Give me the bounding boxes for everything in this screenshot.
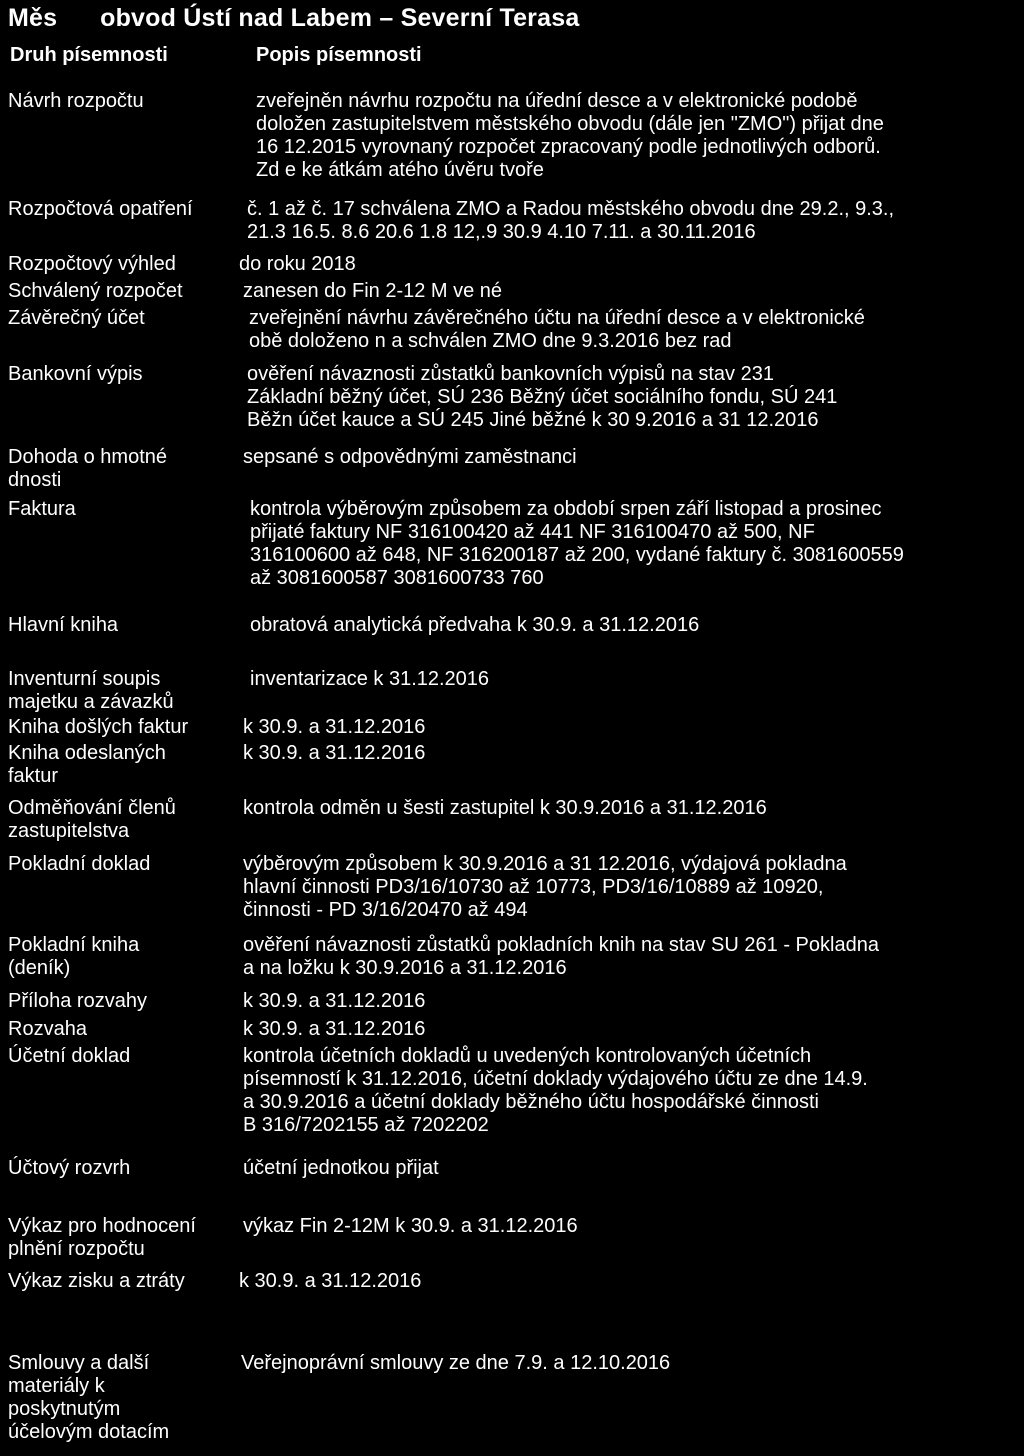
row-description: kontrola účetních dokladů u uvedených kontrolovaných účetních písemností k 31.12.2016, účetní doklady výdajového účtu ze dne 14.9. a 30.9.2016 a účetní doklady běžného účtu hospodářské činnosti B 316/7202155 až 7202202 <box>243 1045 868 1136</box>
row-description: Veřejnoprávní smlouvy ze dne 7.9. a 12.10.2016 <box>241 1352 671 1374</box>
row-type: Inventurní soupis majetku a závazků <box>8 668 174 713</box>
row-description: kontrola odměn u šesti zastupitel k 30.9.2016 a 31.12.2016 <box>243 797 767 819</box>
row-description: zveřejněn návrhu rozpočtu na úřední desce a v elektronické podobě doložen zastupitelstvem městského obvodu (dále jen "ZMO") přijat dne 16 12.2015 vyrovnaný rozpočet zpracovaný podle jednotlivých odborů. Zd e ke átkám atého úvěru tvoře <box>256 90 884 181</box>
row-type: Hlavní kniha <box>8 614 119 636</box>
row-description: k 30.9. a 31.12.2016 <box>243 742 426 764</box>
column-header-type: Druh písemnosti <box>10 44 168 66</box>
row-description: zveřejnění návrhu závěrečného účtu na úřední desce a v elektronické obě doloženo n a schválen ZMO dne 9.3.2016 bez rad <box>249 307 865 352</box>
row-type: Účetní doklad <box>8 1045 131 1067</box>
row-description: č. 1 až č. 17 schválena ZMO a Radou městského obvodu dne 29.2., 9.3., 21.3 16.5. 8.6 20.6 1.8 12,.9 30.9 4.10 7.11. a 30.11.2016 <box>247 198 895 243</box>
row-description: ověření návaznosti zůstatků bankovních výpisů na stav 231 Základní běžný účet, SÚ 236 Běžný účet sociálního fondu, SÚ 241 Běžn účet kauce a SÚ 245 Jiné běžné k 30 9.2016 a 31 12.2016 <box>247 363 838 431</box>
row-type: Pokladní doklad <box>8 853 151 875</box>
row-type: Účtový rozvrh <box>8 1157 131 1179</box>
row-type: Závěrečný účet <box>8 307 145 329</box>
page-title: Měs obvod Ústí nad Labem – Severní Terasa <box>8 4 580 32</box>
row-type: Pokladní kniha (deník) <box>8 934 140 979</box>
row-type: Kniha došlých faktur <box>8 716 189 738</box>
row-description: výběrovým způsobem k 30.9.2016 a 31 12.2016, výdajová pokladna hlavní činnosti PD3/16/10730 až 10773, PD3/16/10889 až 10920, činnosti - PD 3/16/20470 až 494 <box>243 853 847 921</box>
row-description: do roku 2018 <box>239 253 356 275</box>
row-type: Dohoda o hmotné dnosti <box>8 446 168 491</box>
row-type: Smlouvy a další materiály k poskytnutým účelovým dotacím <box>8 1352 170 1443</box>
row-description: inventarizace k 31.12.2016 <box>250 668 490 690</box>
row-description: k 30.9. a 31.12.2016 <box>243 716 426 738</box>
row-type: Příloha rozvahy <box>8 990 147 1012</box>
row-description: k 30.9. a 31.12.2016 <box>239 1270 422 1292</box>
row-description: účetní jednotkou přijat <box>243 1157 439 1179</box>
row-type: Rozpočtový výhled <box>8 253 176 275</box>
column-header-description: Popis písemnosti <box>256 44 422 66</box>
row-type: Schválený rozpočet <box>8 280 183 302</box>
row-type: Bankovní výpis <box>8 363 143 385</box>
row-description: ověření návaznosti zůstatků pokladních knih na stav SU 261 - Pokladna a na ložku k 30.9.2016 a 31.12.2016 <box>243 934 879 979</box>
row-type: Výkaz zisku a ztráty <box>8 1270 185 1292</box>
row-description: obratová analytická předvaha k 30.9. a 31.12.2016 <box>250 614 700 636</box>
row-description: k 30.9. a 31.12.2016 <box>243 990 426 1012</box>
row-description: kontrola výběrovým způsobem za období srpen září listopad a prosinec přijaté faktury NF 316100420 až 441 NF 316100470 až 500, NF 316100600 až 648, NF 316200187 až 200, vydané faktury č. 3081600559 až 3081600587 3081600733 760 <box>250 498 904 589</box>
row-type: Odměňování členů zastupitelstva <box>8 797 176 842</box>
row-type: Rozvaha <box>8 1018 87 1040</box>
row-type: Faktura <box>8 498 76 520</box>
row-description: sepsané s odpovědnými zaměstnanci <box>243 446 577 468</box>
row-description: výkaz Fin 2-12M k 30.9. a 31.12.2016 <box>243 1215 578 1237</box>
row-type: Výkaz pro hodnocení plnění rozpočtu <box>8 1215 196 1260</box>
row-type: Návrh rozpočtu <box>8 90 144 112</box>
row-description: k 30.9. a 31.12.2016 <box>243 1018 426 1040</box>
row-description: zanesen do Fin 2-12 M ve né <box>243 280 503 302</box>
row-type: Rozpočtová opatření <box>8 198 193 220</box>
row-type: Kniha odeslaných faktur <box>8 742 166 787</box>
